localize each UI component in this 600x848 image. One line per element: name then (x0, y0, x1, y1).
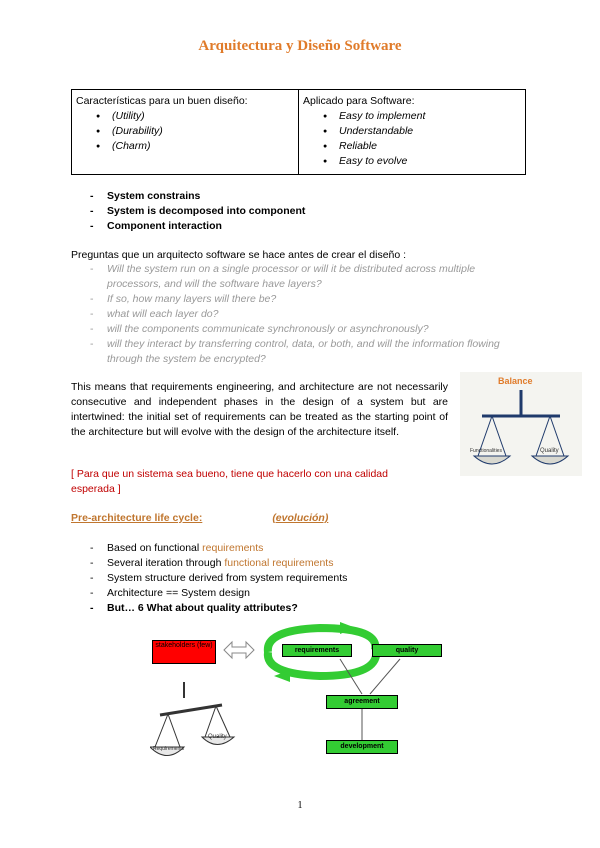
list-item: - System is decomposed into component (90, 204, 520, 219)
lifecycle-diagram (150, 622, 450, 772)
table-left-cell (72, 90, 298, 174)
list-item: ● (Charm) (76, 139, 294, 154)
list-item: - Will the system run on a single processor or will it be distributed across multiple processors, and will the software have layers? (90, 262, 530, 292)
balance-left-label: Functionalities (470, 448, 502, 454)
section-heading-text: Pre-architecture life cycle: (71, 512, 203, 524)
table-left-header: Características para un buen diseño: (76, 95, 248, 107)
list-item: ● Understandable (303, 124, 521, 139)
scale-left-label: Requirements (153, 746, 185, 752)
table-right-header: Aplicado para Software: (303, 95, 415, 107)
balance-image (460, 372, 582, 476)
page-number: 1 (297, 800, 303, 811)
list-item: - Several iteration through functional requirements (90, 556, 520, 571)
stakeholders-box: stakeholders (few) (152, 640, 216, 664)
list-item: - System constrains (90, 189, 520, 204)
list-item: ● (Utility) (76, 109, 294, 124)
list-item: ● Easy to evolve (303, 154, 521, 169)
list-item: - will the components communicate synchronously or asynchronously? (90, 322, 530, 337)
list-item: - System structure derived from system requirements (90, 571, 520, 586)
life-cycle-list (90, 541, 520, 616)
page-title: Arquitectura y Diseño Software (198, 38, 402, 54)
list-item: - will they interact by transferring control, data, or both, and will the information flowing through the system be encrypted? (90, 337, 530, 367)
list-item: ● (Durability) (76, 124, 294, 139)
design-aspects-list (90, 189, 520, 234)
quality-note: [ Para que un sistema sea bueno, tiene que hacerlo con una calidad esperada ] (71, 468, 388, 495)
list-item: - Architecture == System design (90, 586, 520, 601)
balance-right-label: Quality (540, 448, 559, 454)
section-heading (71, 512, 361, 524)
list-item: - Based on functional requirements (90, 541, 520, 556)
quality-box: quality (372, 644, 442, 657)
balance-title: Balance (498, 376, 533, 386)
table-right-cell (298, 90, 525, 174)
list-item: ● Reliable (303, 139, 521, 154)
scale-right-label: Quality (208, 734, 227, 740)
architecture-paragraph: This means that requirements engineering, and architecture are not necessarily consecutive and independent phases in the design of a system but are intertwined: the initial set of requirements can be treated as the starting point of the architecture but will evolve with the design of the architecture itself. (71, 381, 448, 438)
section-heading-suffix: (evolución) (272, 512, 329, 524)
agreement-box: agreement (326, 695, 398, 709)
questions-list (90, 262, 530, 367)
requirements-box: requirements (282, 644, 352, 657)
list-item: ● Easy to implement (303, 109, 521, 124)
development-box: development (326, 740, 398, 754)
design-table (71, 89, 526, 175)
list-item: - But… 6 What about quality attributes? (90, 601, 520, 616)
list-item: - what will each layer do? (90, 307, 530, 322)
list-item: - Component interaction (90, 219, 520, 234)
questions-intro: Preguntas que un arquitecto software se hace antes de crear el diseño : (71, 249, 407, 261)
list-item: - If so, how many layers will there be? (90, 292, 530, 307)
